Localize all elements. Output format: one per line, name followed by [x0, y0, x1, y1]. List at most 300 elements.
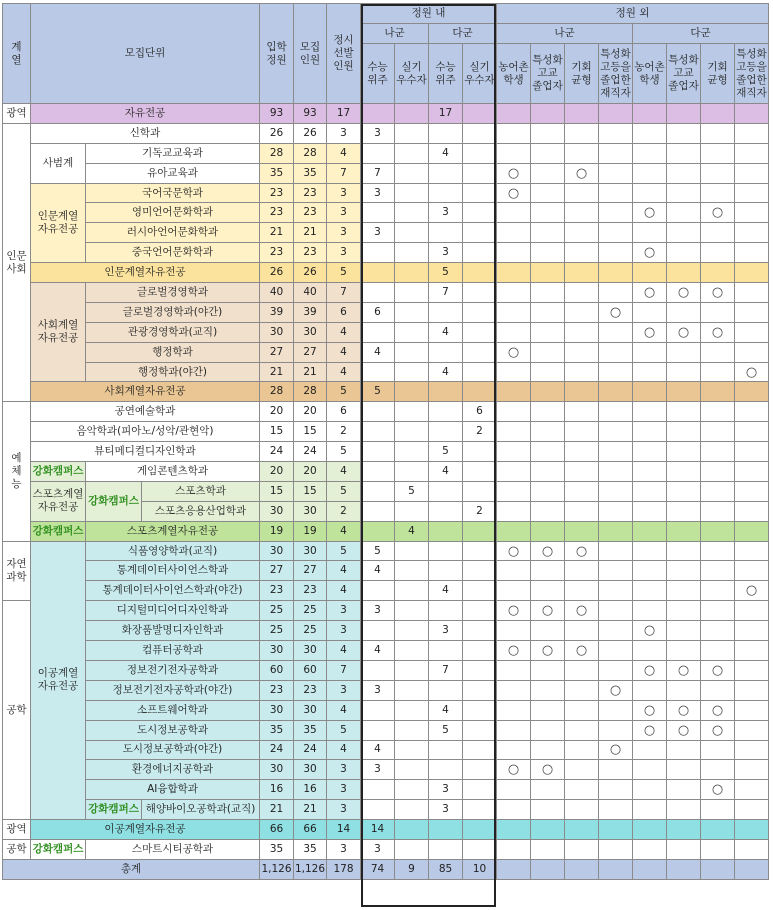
- value-cell: [395, 541, 429, 561]
- value-cell: 27: [260, 561, 294, 581]
- value-cell: 30: [260, 700, 294, 720]
- circle-mark: ○: [497, 601, 531, 621]
- value-cell: [565, 820, 599, 840]
- value-cell: [735, 263, 769, 283]
- group-gwangyeok: 광역: [3, 820, 31, 840]
- value-cell: [701, 362, 735, 382]
- value-cell: 35: [294, 839, 327, 859]
- value-cell: [565, 481, 599, 501]
- value-cell: 25: [260, 601, 294, 621]
- value-cell: 93: [294, 104, 327, 124]
- value-cell: [463, 183, 497, 203]
- value-cell: [667, 243, 701, 263]
- value-cell: [633, 800, 667, 820]
- value-cell: 24: [294, 740, 327, 760]
- value-cell: [497, 700, 531, 720]
- value-cell: [361, 143, 395, 163]
- value-cell: [565, 581, 599, 601]
- value-cell: 5: [395, 481, 429, 501]
- value-cell: [395, 104, 429, 124]
- value-cell: [463, 820, 497, 840]
- value-cell: [463, 839, 497, 859]
- value-cell: [463, 700, 497, 720]
- header-teuksong: 특성화 고교 졸업자: [531, 44, 565, 104]
- value-cell: [735, 839, 769, 859]
- value-cell: [701, 859, 735, 879]
- value-cell: [735, 203, 769, 223]
- value-cell: [599, 462, 633, 482]
- value-cell: [395, 362, 429, 382]
- circle-mark: ○: [497, 760, 531, 780]
- value-cell: [531, 163, 565, 183]
- value-cell: [463, 601, 497, 621]
- value-cell: 27: [260, 342, 294, 362]
- value-cell: 4: [327, 641, 361, 661]
- group-sports-sub: 스포츠계열 자유전공: [31, 481, 86, 521]
- value-cell: 4: [327, 561, 361, 581]
- value-cell: [667, 123, 701, 143]
- value-cell: 26: [294, 263, 327, 283]
- value-cell: [667, 402, 701, 422]
- value-cell: [565, 123, 599, 143]
- value-cell: [395, 501, 429, 521]
- unit-name: 러시아언어문화학과: [86, 223, 260, 243]
- value-cell: [735, 183, 769, 203]
- unit-name: 게임콘텐츠학과: [86, 462, 260, 482]
- value-cell: [497, 243, 531, 263]
- value-cell: [463, 780, 497, 800]
- header-silgi: 실기 우수자: [395, 44, 429, 104]
- value-cell: 23: [260, 581, 294, 601]
- value-cell: [531, 680, 565, 700]
- value-cell: [667, 800, 701, 820]
- value-cell: [531, 183, 565, 203]
- value-cell: [633, 581, 667, 601]
- value-cell: 20: [294, 462, 327, 482]
- value-cell: [395, 143, 429, 163]
- value-cell: [531, 800, 565, 820]
- value-cell: [599, 800, 633, 820]
- value-cell: [395, 601, 429, 621]
- value-cell: [395, 462, 429, 482]
- value-cell: [429, 501, 463, 521]
- value-cell: 26: [260, 123, 294, 143]
- value-cell: [565, 462, 599, 482]
- value-cell: 5: [327, 720, 361, 740]
- value-cell: [497, 501, 531, 521]
- value-cell: [361, 581, 395, 601]
- value-cell: [463, 143, 497, 163]
- value-cell: [531, 780, 565, 800]
- value-cell: 4: [429, 462, 463, 482]
- value-cell: [701, 302, 735, 322]
- value-cell: [361, 322, 395, 342]
- value-cell: [497, 263, 531, 283]
- header-da-in: 다군: [429, 24, 497, 44]
- header-mojip: 모집 인원: [294, 4, 327, 104]
- value-cell: [429, 820, 463, 840]
- value-cell: [599, 322, 633, 342]
- unit-name: 스포츠학과: [142, 481, 260, 501]
- campus-label: 강화캠퍼스: [31, 839, 86, 859]
- group-inmun: 인문 사회: [3, 123, 31, 401]
- value-cell: [701, 680, 735, 700]
- value-cell: [599, 442, 633, 462]
- value-cell: 7: [429, 283, 463, 303]
- value-cell: [701, 462, 735, 482]
- value-cell: [497, 521, 531, 541]
- unit-name: 유아교육과: [86, 163, 260, 183]
- value-cell: [497, 322, 531, 342]
- circle-mark: ○: [599, 302, 633, 322]
- value-cell: [531, 283, 565, 303]
- value-cell: [531, 263, 565, 283]
- circle-mark: ○: [565, 541, 599, 561]
- value-cell: [463, 462, 497, 482]
- value-cell: [735, 700, 769, 720]
- value-cell: [395, 621, 429, 641]
- value-cell: [633, 163, 667, 183]
- unit-name: 디지털미디어디자인학과: [86, 601, 260, 621]
- value-cell: 30: [260, 641, 294, 661]
- value-cell: [735, 223, 769, 243]
- value-cell: [531, 223, 565, 243]
- value-cell: [361, 203, 395, 223]
- value-cell: [565, 720, 599, 740]
- value-cell: [395, 720, 429, 740]
- value-cell: [463, 740, 497, 760]
- value-cell: [633, 382, 667, 402]
- value-cell: [633, 680, 667, 700]
- value-cell: [463, 641, 497, 661]
- value-cell: [463, 342, 497, 362]
- value-cell: 3: [361, 183, 395, 203]
- value-cell: [667, 521, 701, 541]
- value-cell: [429, 740, 463, 760]
- header-suneung: 수능 위주: [429, 44, 463, 104]
- value-cell: [463, 660, 497, 680]
- value-cell: [531, 322, 565, 342]
- value-cell: [667, 481, 701, 501]
- value-cell: [429, 641, 463, 661]
- value-cell: 6: [361, 302, 395, 322]
- unit-name: 도시정보공학과: [86, 720, 260, 740]
- value-cell: [633, 402, 667, 422]
- value-cell: [667, 263, 701, 283]
- value-cell: [633, 481, 667, 501]
- value-cell: 3: [327, 123, 361, 143]
- value-cell: [565, 263, 599, 283]
- unit-name: 관광경영학과(교직): [86, 322, 260, 342]
- value-cell: 30: [294, 700, 327, 720]
- value-cell: [599, 839, 633, 859]
- value-cell: [497, 442, 531, 462]
- value-cell: [429, 163, 463, 183]
- value-cell: 3: [429, 243, 463, 263]
- value-cell: [395, 780, 429, 800]
- value-cell: 24: [260, 740, 294, 760]
- value-cell: [735, 104, 769, 124]
- value-cell: [463, 800, 497, 820]
- value-cell: [429, 680, 463, 700]
- value-cell: [463, 104, 497, 124]
- header-nongeochon: 농어촌 학생: [633, 44, 667, 104]
- group-inmun-sub: 인문계열 자유전공: [31, 183, 86, 263]
- value-cell: 93: [260, 104, 294, 124]
- value-cell: [735, 641, 769, 661]
- value-cell: 3: [327, 621, 361, 641]
- value-cell: [361, 700, 395, 720]
- value-cell: [667, 780, 701, 800]
- value-cell: [599, 521, 633, 541]
- value-cell: [395, 203, 429, 223]
- value-cell: [667, 104, 701, 124]
- value-cell: [701, 481, 735, 501]
- circle-mark: ○: [599, 740, 633, 760]
- value-cell: 10: [463, 859, 497, 879]
- value-cell: 15: [260, 422, 294, 442]
- value-cell: [565, 203, 599, 223]
- value-cell: [531, 342, 565, 362]
- value-cell: 4: [361, 561, 395, 581]
- value-cell: [633, 760, 667, 780]
- value-cell: [429, 123, 463, 143]
- value-cell: 17: [429, 104, 463, 124]
- value-cell: 14: [327, 820, 361, 840]
- value-cell: [633, 641, 667, 661]
- value-cell: [361, 263, 395, 283]
- value-cell: [701, 163, 735, 183]
- value-cell: 60: [260, 660, 294, 680]
- unit-name: 자유전공: [31, 104, 260, 124]
- value-cell: [565, 342, 599, 362]
- value-cell: [395, 641, 429, 661]
- value-cell: 39: [260, 302, 294, 322]
- value-cell: 4: [361, 740, 395, 760]
- value-cell: [497, 561, 531, 581]
- value-cell: [361, 283, 395, 303]
- header-silgi: 실기 우수자: [463, 44, 497, 104]
- header-gihoe: 기회 균형: [565, 44, 599, 104]
- value-cell: [701, 223, 735, 243]
- value-cell: [667, 740, 701, 760]
- value-cell: [565, 780, 599, 800]
- value-cell: [701, 601, 735, 621]
- value-cell: [701, 740, 735, 760]
- value-cell: 85: [429, 859, 463, 879]
- value-cell: 40: [294, 283, 327, 303]
- value-cell: 26: [294, 123, 327, 143]
- value-cell: [531, 581, 565, 601]
- value-cell: 25: [294, 601, 327, 621]
- value-cell: 27: [294, 561, 327, 581]
- value-cell: [735, 859, 769, 879]
- value-cell: [735, 601, 769, 621]
- value-cell: 17: [327, 104, 361, 124]
- value-cell: [497, 402, 531, 422]
- value-cell: [735, 760, 769, 780]
- value-cell: [701, 442, 735, 462]
- circle-mark: ○: [701, 700, 735, 720]
- value-cell: [633, 362, 667, 382]
- value-cell: [463, 621, 497, 641]
- campus-label: 강화캠퍼스: [31, 521, 86, 541]
- value-cell: 4: [429, 143, 463, 163]
- value-cell: [497, 581, 531, 601]
- value-cell: [361, 362, 395, 382]
- circle-mark: ○: [633, 720, 667, 740]
- value-cell: [633, 183, 667, 203]
- circle-mark: ○: [667, 322, 701, 342]
- value-cell: 24: [260, 442, 294, 462]
- campus-label: 강화캠퍼스: [31, 462, 86, 482]
- value-cell: [463, 680, 497, 700]
- value-cell: [361, 104, 395, 124]
- value-cell: 28: [294, 382, 327, 402]
- value-cell: [497, 740, 531, 760]
- value-cell: 21: [294, 800, 327, 820]
- value-cell: [395, 382, 429, 402]
- value-cell: [701, 143, 735, 163]
- value-cell: 30: [294, 760, 327, 780]
- value-cell: [531, 501, 565, 521]
- value-cell: [429, 183, 463, 203]
- value-cell: [361, 521, 395, 541]
- value-cell: 30: [260, 760, 294, 780]
- value-cell: 30: [294, 541, 327, 561]
- value-cell: 3: [327, 760, 361, 780]
- value-cell: [565, 700, 599, 720]
- value-cell: [565, 521, 599, 541]
- value-cell: [497, 800, 531, 820]
- unit-name: 도시정보공학과(야간): [86, 740, 260, 760]
- value-cell: [531, 203, 565, 223]
- value-cell: [429, 839, 463, 859]
- value-cell: [531, 740, 565, 760]
- value-cell: [429, 422, 463, 442]
- circle-mark: ○: [735, 581, 769, 601]
- value-cell: [599, 243, 633, 263]
- value-cell: 4: [327, 581, 361, 601]
- value-cell: [463, 581, 497, 601]
- value-cell: [497, 720, 531, 740]
- value-cell: 23: [294, 203, 327, 223]
- value-cell: 3: [327, 203, 361, 223]
- value-cell: [463, 362, 497, 382]
- value-cell: 2: [463, 501, 497, 521]
- value-cell: [599, 501, 633, 521]
- value-cell: 5: [361, 541, 395, 561]
- unit-name: 공연예술학과: [31, 402, 260, 422]
- value-cell: [565, 501, 599, 521]
- value-cell: 3: [327, 680, 361, 700]
- header-na-in: 나군: [361, 24, 429, 44]
- value-cell: [735, 501, 769, 521]
- value-cell: [361, 442, 395, 462]
- group-sabeom: 사범계: [31, 143, 86, 183]
- value-cell: [463, 481, 497, 501]
- value-cell: [667, 203, 701, 223]
- circle-mark: ○: [735, 362, 769, 382]
- value-cell: [429, 223, 463, 243]
- value-cell: 6: [463, 402, 497, 422]
- header-quota-out: 정원 외: [497, 4, 769, 24]
- value-cell: 14: [361, 820, 395, 840]
- value-cell: [497, 203, 531, 223]
- value-cell: [667, 820, 701, 840]
- value-cell: [735, 462, 769, 482]
- circle-mark: ○: [701, 660, 735, 680]
- value-cell: 25: [260, 621, 294, 641]
- value-cell: 4: [327, 700, 361, 720]
- value-cell: [395, 402, 429, 422]
- value-cell: 23: [294, 243, 327, 263]
- value-cell: 4: [429, 700, 463, 720]
- circle-mark: ○: [667, 720, 701, 740]
- value-cell: [667, 760, 701, 780]
- value-cell: 4: [429, 322, 463, 342]
- value-cell: [667, 859, 701, 879]
- value-cell: [701, 263, 735, 283]
- value-cell: [735, 322, 769, 342]
- value-cell: [429, 561, 463, 581]
- value-cell: 28: [260, 382, 294, 402]
- value-cell: 27: [294, 342, 327, 362]
- value-cell: [565, 760, 599, 780]
- value-cell: [599, 402, 633, 422]
- value-cell: [463, 302, 497, 322]
- group-igong-sub: 이공계열 자유전공: [31, 541, 86, 819]
- value-cell: 5: [327, 263, 361, 283]
- value-cell: [463, 760, 497, 780]
- group-jayeon: 자연 과학: [3, 541, 31, 601]
- value-cell: 1,126: [260, 859, 294, 879]
- value-cell: [497, 362, 531, 382]
- value-cell: [395, 243, 429, 263]
- value-cell: [701, 541, 735, 561]
- circle-mark: ○: [497, 342, 531, 362]
- header-jeongsi: 정시 선발 인원: [327, 4, 361, 104]
- value-cell: 28: [294, 143, 327, 163]
- header-unit: 모집단위: [31, 4, 260, 104]
- value-cell: [429, 541, 463, 561]
- value-cell: [463, 163, 497, 183]
- value-cell: [463, 263, 497, 283]
- value-cell: [701, 760, 735, 780]
- value-cell: [735, 740, 769, 760]
- value-cell: [599, 581, 633, 601]
- group-yeche: 예 체 능: [3, 402, 31, 541]
- value-cell: [701, 382, 735, 402]
- value-cell: 60: [294, 660, 327, 680]
- circle-mark: ○: [497, 163, 531, 183]
- value-cell: [667, 680, 701, 700]
- value-cell: [429, 402, 463, 422]
- value-cell: [735, 541, 769, 561]
- value-cell: 3: [327, 223, 361, 243]
- value-cell: [667, 561, 701, 581]
- circle-mark: ○: [667, 700, 701, 720]
- value-cell: [497, 621, 531, 641]
- value-cell: 30: [294, 322, 327, 342]
- value-cell: 2: [327, 501, 361, 521]
- circle-mark: ○: [633, 203, 667, 223]
- value-cell: 3: [327, 601, 361, 621]
- value-cell: [531, 839, 565, 859]
- value-cell: [531, 521, 565, 541]
- value-cell: [599, 263, 633, 283]
- value-cell: [565, 362, 599, 382]
